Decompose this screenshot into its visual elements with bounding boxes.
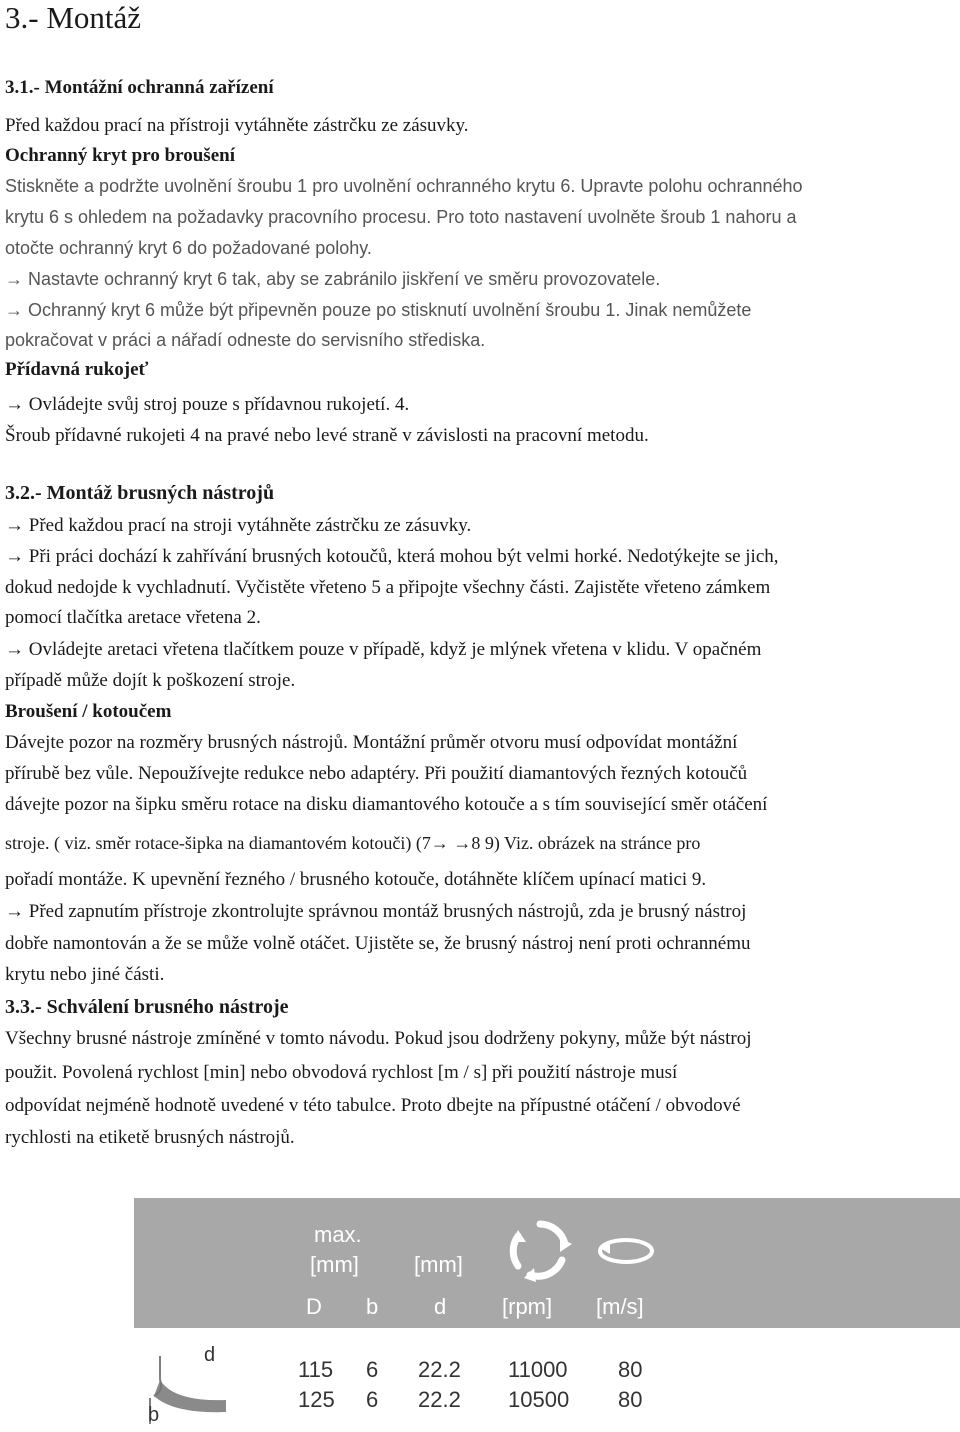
paragraph-line: → Ovládejte svůj stroj pouze s přídavnou rukojetí. 4.	[5, 394, 410, 415]
paragraph-line: Dávejte pozor na rozměry brusných nástrojů. Montážní průměr otvoru musí odpovídat montážní	[5, 732, 738, 753]
circular-speed-icon	[596, 1234, 656, 1268]
paragraph-line: Před každou prací na přístroji vytáhněte zástrčku ze zásuvky.	[5, 115, 469, 136]
paragraph-line: → Před každou prací na stroji vytáhněte zástrčku ze zásuvky.	[5, 515, 472, 536]
paragraph-line: pomocí tlačítka aretace vřetena 2.	[5, 607, 261, 628]
section-heading-3-3: 3.3.- Schválení brusného nástroje	[5, 996, 289, 1018]
paragraph-line: odpovídat nejméně hodnotě uvedené v této tabulce. Proto dbejte na přípustné otáčení / obvodové	[5, 1095, 741, 1116]
paragraph-line: krytu 6 s ohledem na požadavky pracovního procesu. Pro toto nastavení uvolněte šroub 1 nahoru a	[5, 207, 797, 227]
table-row-2-b: 6	[366, 1387, 379, 1412]
table-row-2-d: 22.2	[418, 1387, 461, 1412]
paragraph-line: krytu nebo jiné části.	[5, 964, 165, 985]
table-row-1-ms: 80	[618, 1357, 643, 1382]
section-heading-3-1: 3.1.- Montážní ochranná zařízení	[5, 77, 274, 98]
subheading-grinding: Broušení / kotoučem	[5, 701, 172, 722]
paragraph-line: dokud nedojde k vychladnutí. Vyčistěte vřeteno 5 a připojte všechny části. Zajistěte vřeteno zámkem	[5, 577, 771, 598]
subheading-handle: Přídavná rukojeť	[5, 359, 149, 380]
paragraph-line: pokračovat v práci a nářadí odneste do servisního střediska.	[5, 330, 486, 350]
paragraph-line: dobře namontován a že se může volně otáčet. Ujistěte se, že brusný nástroj není proti ochrannému	[5, 933, 751, 954]
paragraph-line: → Nastavte ochranný kryt 6 tak, aby se zabránilo jiskření ve směru provozovatele.	[5, 269, 661, 289]
table-row-1-D: 115	[298, 1357, 334, 1382]
subheading-guard: Ochranný kryt pro broušení	[5, 145, 235, 166]
table-row-1-rpm: 11000	[508, 1357, 568, 1382]
diagram-label-d: d	[204, 1344, 216, 1366]
paragraph-line: → Ochranný kryt 6 může být připevněn pouze po stisknutí uvolnění šroubu 1. Jinak nemůžete	[5, 300, 752, 320]
diagram-label-b: b	[148, 1404, 160, 1426]
paragraph-line: případě může dojít k poškození stroje.	[5, 670, 296, 691]
speed-table	[134, 1198, 960, 1430]
paragraph-line: Šroub přídavné rukojeti 4 na pravé nebo levé straně v závislosti na pracovní metodu.	[5, 425, 649, 446]
paragraph-line: → Při práci dochází k zahřívání brusných kotoučů, která mohou být velmi horké. Nedotýkejte se jich,	[5, 546, 779, 567]
table-row-1-d: 22.2	[418, 1357, 461, 1382]
paragraph-line: přírubě bez vůle. Nepoužívejte redukce nebo adaptéry. Při použití diamantových řezných kotoučů	[5, 763, 748, 784]
paragraph-line: → Před zapnutím přístroje zkontrolujte správnou montáž brusných nástrojů, zda je brusný nástroj	[5, 901, 747, 922]
header-col-b: b	[366, 1294, 379, 1319]
header-col-d: d	[434, 1294, 447, 1319]
paragraph-line: použit. Povolená rychlost [min] nebo obvodová rychlost [m / s] při použití nástroje musí	[5, 1062, 678, 1083]
header-mm-1: [mm]	[310, 1252, 359, 1277]
header-max: max.	[314, 1222, 362, 1247]
header-col-rpm: [rpm]	[502, 1294, 553, 1319]
paragraph-line: Stiskněte a podržte uvolnění šroubu 1 pro uvolnění ochranného krytu 6. Upravte polohu ochranného	[5, 176, 803, 196]
section-heading-3-2: 3.2.- Montáž brusných nástrojů	[5, 482, 275, 504]
paragraph-line: → Ovládejte aretaci vřetena tlačítkem pouze v případě, když je mlýnek vřetena v klidu. V opačném	[5, 639, 762, 660]
paragraph-line: stroje. ( viz. směr rotace-šipka na diamantovém kotouči) (7→ →8 9) Viz. obrázek na stránce pro	[5, 833, 701, 853]
page-title: 3.- Montáž	[5, 0, 142, 35]
table-row-2-rpm: 10500	[508, 1387, 570, 1412]
rotation-arrows-icon	[504, 1214, 576, 1286]
header-col-D: D	[306, 1294, 322, 1319]
paragraph-line: Všechny brusné nástroje zmíněné v tomto návodu. Pokud jsou dodrženy pokyny, může být nástroj	[5, 1028, 752, 1049]
paragraph-line: pořadí montáže. K upevnění řezného / brusného kotouče, dotáhněte klíčem upínací matici 9.	[5, 869, 707, 890]
table-row-2-ms: 80	[618, 1387, 643, 1412]
header-col-ms: [m/s]	[596, 1294, 644, 1319]
paragraph-line: rychlosti na etiketě brusných nástrojů.	[5, 1127, 295, 1148]
header-mm-2: [mm]	[414, 1252, 463, 1277]
table-row-2-D: 125	[298, 1387, 335, 1412]
table-row-1-b: 6	[366, 1357, 379, 1382]
paragraph-line: dávejte pozor na šipku směru rotace na disku diamantového kotouče a s tím související směr otáčení	[5, 794, 768, 815]
paragraph-line: otočte ochranný kryt 6 do požadované polohy.	[5, 238, 372, 258]
